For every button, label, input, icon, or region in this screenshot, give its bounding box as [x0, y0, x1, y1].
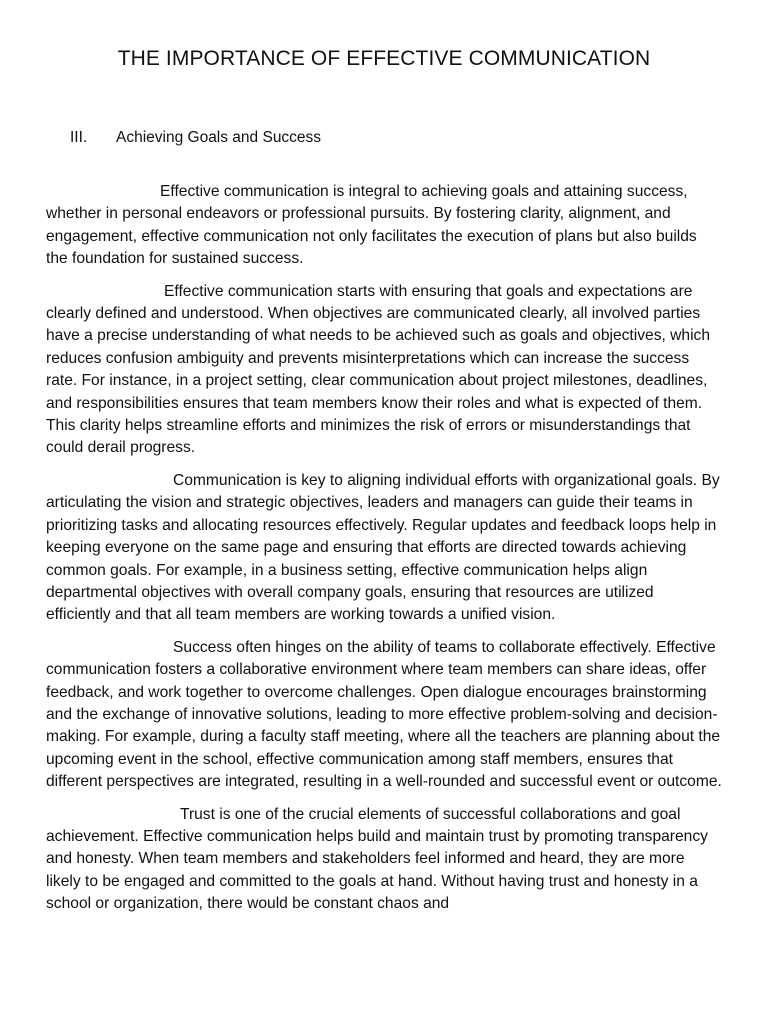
paragraph: Effective communication is integral to achieving goals and attaining success, whether in personal endeavors or professional pursuits. By fostering clarity, alignment, and engagement, effective communication not only facilitates the execution of plans but also builds the foundation for sustained success. — [46, 183, 697, 268]
section-heading — [70, 127, 321, 149]
section-number: III. — [70, 129, 88, 146]
paragraph: Trust is one of the crucial elements of successful collaborations and goal achievement. Effective communication helps build and maintain trust by promoting transparency and honesty. When team members and stakeholders feel informed and heard, they are more likely to be engaged and committed to the goals at hand. Without having trust and honesty in a school or organization, there would be constant chaos and — [46, 805, 708, 913]
document-title: THE IMPORTANCE OF EFFECTIVE COMMUNICATION — [117, 47, 651, 70]
section-title: Achieving Goals and Success — [116, 129, 322, 146]
paragraph: Effective communication starts with ensuring that goals and expectations are clearly defined and understood. When objectives are communicated clearly, all involved parties have a precise understanding of what needs to be achieved such as goals and objectives, which reduces confusion ambiguity and prevents misinterpretations which can increase the success rate. For instance, in a project setting, clear communication about project milestones, deadlines, and responsibilities ensures that team members know their roles and what is expected of them. This clarity helps streamline efforts and minimizes the risk of errors or misunderstandings that could derail progress. — [46, 282, 711, 457]
paragraph: Communication is key to aligning individual efforts with organizational goals. By articulating the vision and strategic objectives, leaders and managers can guide their teams in prioritizing tasks and allocating resources effectively. Regular updates and feedback loops help in keeping everyone on the same page and ensuring that efforts are directed towards achieving common goals. For example, in a business setting, effective communication helps align departmental objectives with overall company goals, ensuring that resources are utilized efficiently and that all team members are working towards a unified vision. — [46, 471, 720, 624]
paragraph: Success often hinges on the ability of teams to collaborate effectively. Effective communication fosters a collaborative environment where team members can share ideas, offer feedback, and work together to overcome challenges. Open dialogue encourages brainstorming and the exchange of innovative solutions, leading to more effective problem-solving and decision-making. For example, during a faculty staff meeting, where all the teachers are planning about the upcoming event in the school, effective communication among staff members, ensures that different perspectives are integrated, resulting in a well-rounded and successful event or outcome. — [46, 638, 722, 791]
document-body — [46, 181, 722, 926]
